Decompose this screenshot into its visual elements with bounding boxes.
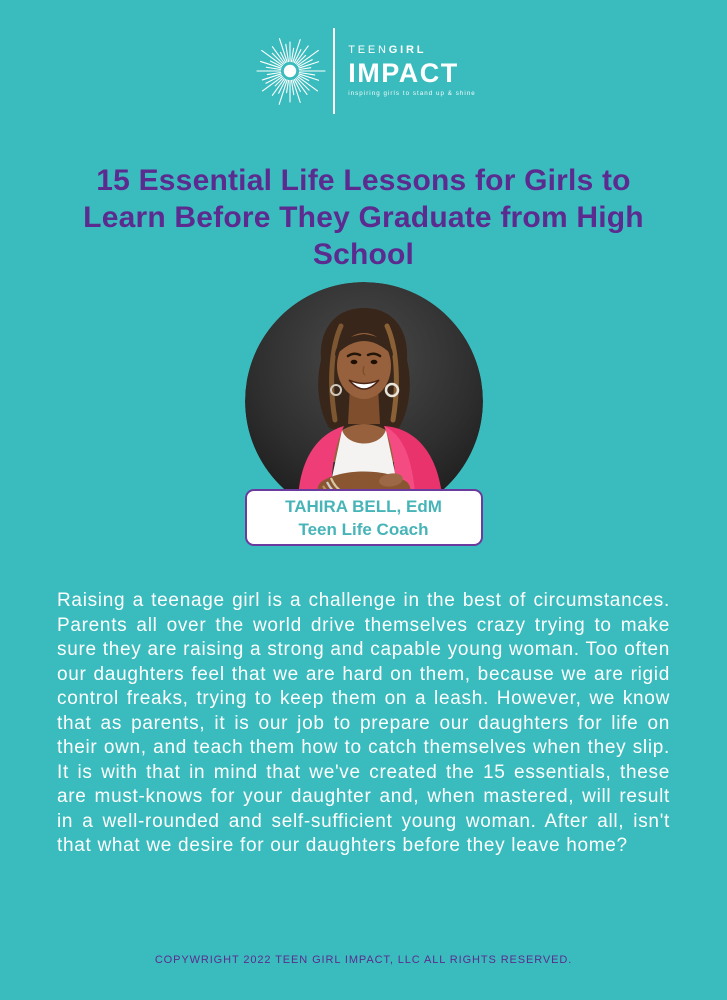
- page-title-line-1: 15 Essential Life Lessons for Girls to: [96, 164, 631, 198]
- logo-tagline: inspiring girls to stand up & shine: [348, 90, 476, 97]
- coach-name: TAHIRA BELL, EdM: [285, 496, 442, 516]
- coach-portrait-photo: [245, 282, 483, 520]
- coach-name-badge: [245, 489, 483, 546]
- brand-girl-text: GIRL: [388, 44, 427, 56]
- brand-teen-text: TEEN: [348, 44, 389, 56]
- teen-girl-impact-logo: [0, 28, 727, 114]
- logo-divider: [333, 28, 335, 114]
- page-title: [0, 162, 727, 273]
- brand-name-top: [348, 44, 476, 56]
- logo-text-block: [348, 44, 476, 98]
- coach-title: Teen Life Coach: [298, 519, 429, 539]
- copyright-notice: COPYWRIGHT 2022 TEEN GIRL IMPACT, LLC ALL RIGHTS RESERVED.: [154, 954, 573, 966]
- brand-name-main: IMPACT: [348, 58, 459, 88]
- page-title-line-2: Learn Before They Graduate from High: [83, 201, 644, 235]
- intro-paragraph: Raising a teenage girl is a challenge in the best of circumstances. Parents all over the world drive themselves crazy trying to make sure they are raising a strong and capable young woman. Too often our daughters feel that we are hard on them, because we are rigid control freaks, trying to keep them on a leash. However, we know that as parents, it is our job to prepare our daughters for life on their own, and teach them how to catch themselves when they slip. It is with that in mind that we've created the 15 essentials, these are must-knows for your daughter and, when mastered, will result in a well-rounded and self-sufficient young woman. After all, isn't that what we desire for our daughters before they leave home?: [57, 590, 670, 856]
- sunburst-icon: [251, 32, 329, 110]
- page-title-line-3: School: [312, 238, 415, 272]
